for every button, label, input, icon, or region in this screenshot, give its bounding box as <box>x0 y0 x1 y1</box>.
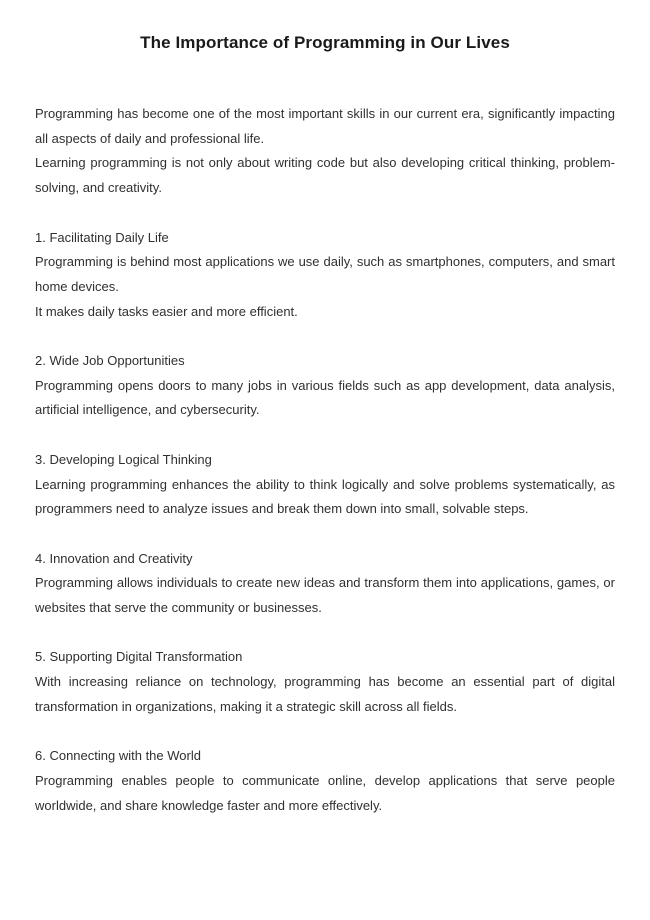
section-innovation-and-creativity <box>35 547 615 621</box>
section-heading: 4. Innovation and Creativity <box>35 550 193 566</box>
section-wide-job-opportunities <box>35 349 615 423</box>
section-developing-logical-thinking <box>35 448 615 522</box>
section-heading: 6. Connecting with the World <box>35 748 201 764</box>
intro-paragraph-2: Learning programming is not only about writing code but also developing critical thinking, problem-solving, and creativity. <box>35 155 615 196</box>
section-paragraph: Programming enables people to communicate online, develop applications that serve people worldwide, and share knowledge faster and more effectively. <box>35 772 615 813</box>
section-heading: 3. Developing Logical Thinking <box>35 451 212 467</box>
section-heading: 1. Facilitating Daily Life <box>35 229 169 245</box>
section-heading: 2. Wide Job Opportunities <box>35 353 185 368</box>
section-paragraph: With increasing reliance on technology, programming has become an essential part of digital transformation in organizations, making it a strategic skill across all fields. <box>35 674 615 714</box>
document-body <box>35 102 615 818</box>
section-supporting-digital-transformation <box>35 645 615 719</box>
section-spacer <box>35 621 615 646</box>
section-spacer <box>35 201 615 226</box>
section-spacer <box>35 324 615 349</box>
section-paragraph: Programming allows individuals to create new ideas and transform them into applications, games, or websites that serve the community or businesses. <box>35 575 615 615</box>
section-paragraph: Learning programming enhances the ability to think logically and solve problems systematically, as programmers need to analyze issues and break them down into small, solvable steps. <box>35 476 615 517</box>
section-paragraph: Programming opens doors to many jobs in various fields such as app development, data analysis, artificial intelligence, and cybersecurity. <box>35 377 615 418</box>
section-spacer <box>35 423 615 448</box>
section-heading: 5. Supporting Digital Transformation <box>35 649 243 665</box>
section-spacer <box>35 522 615 547</box>
section-connecting-with-the-world <box>35 744 615 818</box>
section-spacer <box>35 720 615 745</box>
section-paragraph: It makes daily tasks easier and more efficient. <box>35 303 298 319</box>
document-title: The Importance of Programming in Our Lives <box>140 33 510 52</box>
intro-paragraph-1: Programming has become one of the most important skills in our current era, significantly impacting all aspects of daily and professional life. <box>35 106 615 146</box>
section-facilitating-daily-life <box>35 226 615 325</box>
section-paragraph: Programming is behind most applications we use daily, such as smartphones, computers, and smart home devices. <box>35 254 615 294</box>
